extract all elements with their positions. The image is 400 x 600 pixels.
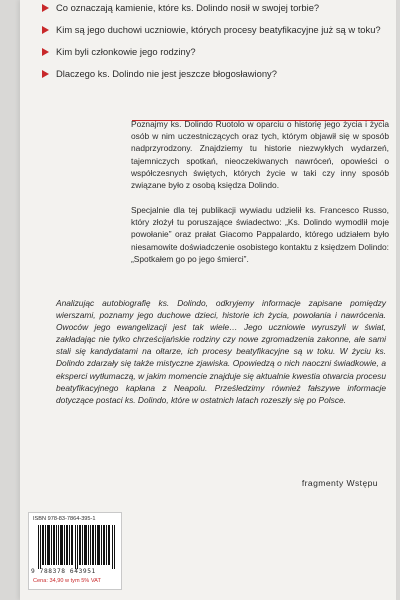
question-text: Dlaczego ks. Dolindo nie jest jeszcze błogosławiony? xyxy=(56,68,277,79)
paragraph-text: Poznajmy ks. Dolindo Ruotolo w oparciu o historię jego życia i życia osób w nim uczestniczących oraz tych, którym objawił się w sposób nadprzyrodzony. Znajdziemy tu historie niezwykłych wydarzeń, tajemniczych spotkań, nieoczekiwanych nawróceń, opowieści o współczesnych świętych, których życie w taki czy inny sposób związane było z osobą księdza Dolindo. xyxy=(131,119,389,191)
excerpt-block xyxy=(56,297,386,406)
paragraph-text: Specjalnie dla tej publikacji wywiadu udzielił ks. Francesco Russo, który złożył tu poruszające świadectwo: „Ks. Dolindo wymodlił moje powołanie” oraz prałat Giacomo Pappalardo, którego udziałem było niesamowite doświadczenie osobistego kontaktu z księdzem Dolindo: „Spotkałem go po jego śmierci”. xyxy=(131,205,389,264)
question-text: Co oznaczają kamienie, które ks. Dolindo nosił w swojej torbie? xyxy=(56,2,320,13)
question-text: Kim byli członkowie jego rodziny? xyxy=(56,46,196,57)
excerpt-text: Analizując autobiografię ks. Dolindo, odkryjemy informacje zapisane pomiędzy wierszami, poznamy jego duchowe dzieci, historie ich życia, powołania i nawrócenia. Owoców jego ewangelizacji jest tak wiele… Jego uczniowie wyruszyli w świat, zakładając nie tylko chrześcijańskie rodziny czy nowe zgromadzenia zakonne, ale sami stali się kandydatami na ołtarze, ich procesy beatyfikacyjne są w toku. W życiu ks. Dolindo zdarzały się także mistyczne zjawiska. Opowiedzą o nich naoczni świadkowie, a eksperci wytłumaczą, w jakim momencie znajduje się aktualnie kwestia otwarcia procesu beatyfikacyjnego kapłana z Neapolu. Prześledzimy również fałszywe informacje dotyczące postaci ks. Dolindo, które w ostatnich latach rozeszły się po Polsce. xyxy=(56,298,386,405)
triangle-bullet-icon xyxy=(42,70,49,78)
triangle-bullet-icon xyxy=(42,26,49,34)
intro-paragraph xyxy=(131,118,389,191)
barcode-icon xyxy=(38,525,116,569)
isbn-number: ISBN 978-83-7864-395-1 xyxy=(33,516,96,522)
question-text: Kim są jego duchowi uczniowie, których procesy beatyfikacyjne już są w toku? xyxy=(56,24,381,35)
question-item xyxy=(42,46,382,68)
book-back-cover xyxy=(20,0,396,600)
excerpt-source-label: fragmenty Wstępu xyxy=(301,478,378,488)
barcode-digits: 9 788378 643951 xyxy=(31,568,96,575)
triangle-bullet-icon xyxy=(42,4,49,12)
triangle-bullet-icon xyxy=(42,48,49,56)
question-item xyxy=(42,2,382,24)
price-label: Cena: 34,90 w tym 5% VAT xyxy=(33,578,101,584)
interview-paragraph xyxy=(131,204,389,265)
question-list xyxy=(42,2,382,90)
question-item xyxy=(42,24,382,46)
question-item xyxy=(42,68,382,90)
barcode-label xyxy=(28,512,122,590)
